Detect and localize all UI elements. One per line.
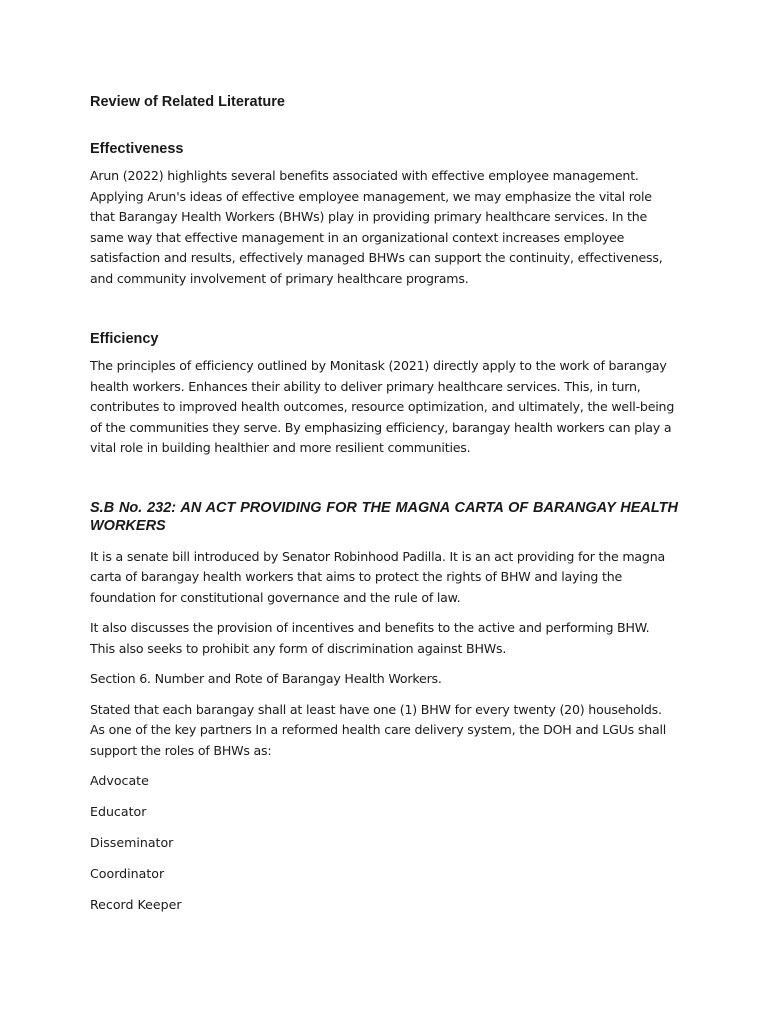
efficiency-paragraph: The principles of efficiency outlined by Monitask (2021) directly apply to the work of barangay health workers. Enhances their ability to deliver primary healthcare services. This, in turn, contributes to improved health outcomes, resource optimization, and ultimately, the well-being of the communities they serve. By emphasizing efficiency, barangay health workers can play a vital role in building healthier and more resilient communities.: [90, 358, 675, 455]
document-content: [90, 92, 678, 926]
senate-bill-paragraph-2: It also discusses the provision of incentives and benefits to the active and performing BHW. This also seeks to prohibit any form of discrimination against BHWs.: [90, 620, 650, 656]
document-title: Review of Related Literature: [90, 94, 285, 110]
efficiency-heading: Efficiency: [90, 331, 159, 347]
effectiveness-paragraph: Arun (2022) highlights several benefits associated with effective employee management. Applying Arun's ideas of effective employee management, we may emphasize the vital role that Barangay Health Workers (BHWs) play in providing primary healthcare services. In the same way that effective management in an organizational context increases employee satisfaction and results, effectively managed BHWs can support the continuity, effectiveness, and community involvement of primary healthcare programs.: [90, 168, 663, 286]
bhw-roles-list: [90, 771, 678, 916]
senate-bill-paragraph-4: Stated that each barangay shall at least have one (1) BHW for every twenty (20) households. As one of the key partners In a reformed health care delivery system, the DOH and LGUs shall support the roles of BHWs as:: [90, 701, 667, 758]
senate-bill-paragraph-1: It is a senate bill introduced by Senator Robinhood Padilla. It is an act providing for the magna carta of barangay health workers that aims to protect the rights of BHW and laying the foundation for constitutional governance and the rule of law.: [90, 548, 666, 605]
role-item: Advocate: [90, 773, 149, 788]
role-item: Educator: [90, 804, 147, 819]
role-item: Record Keeper: [90, 897, 182, 912]
effectiveness-heading: Effectiveness: [90, 141, 184, 157]
section-6-heading: Section 6. Number and Rote of Barangay Health Workers.: [90, 671, 442, 686]
role-item: Disseminator: [90, 835, 174, 850]
senate-bill-heading: S.B No. 232: AN ACT PROVIDING FOR THE MAGNA CARTA OF BARANGAY HEALTH WORKERS: [90, 499, 678, 534]
role-item: Coordinator: [90, 866, 165, 881]
